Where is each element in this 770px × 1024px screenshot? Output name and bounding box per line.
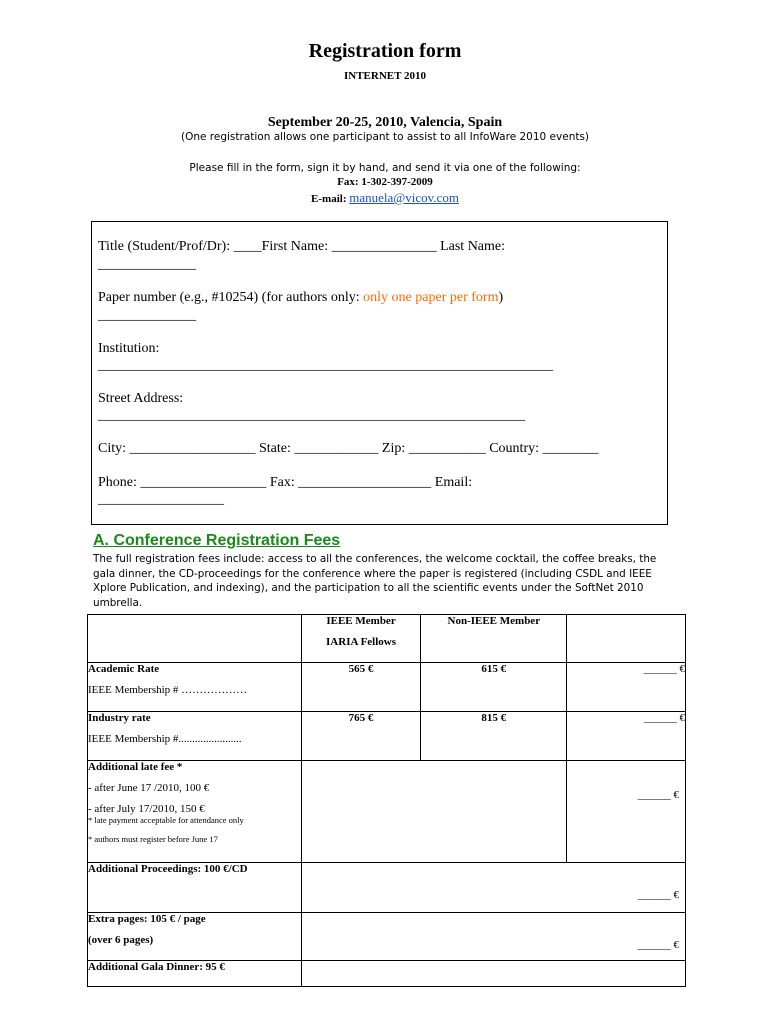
email-link[interactable]: manuela@vicov.com bbox=[349, 190, 459, 205]
late-fee-empty bbox=[301, 761, 567, 863]
phone-fax-email-field[interactable]: Phone: __________________ Fax: ___________________ Email: bbox=[98, 475, 473, 490]
industry-non-ieee-price: 815 € bbox=[421, 712, 567, 761]
industry-ieee-price: 765 € bbox=[301, 712, 421, 761]
last-name-field[interactable]: ______________ bbox=[98, 257, 196, 272]
table-row bbox=[88, 961, 686, 987]
header-total-cell bbox=[567, 615, 686, 663]
late-fee-june: - after June 17 /2010, 100 € bbox=[88, 782, 210, 794]
registration-note: (One registration allows one participant to assist to all InfoWare 2010 events) bbox=[180, 131, 590, 143]
col-non-ieee-member: Non-IEEE Member bbox=[421, 615, 567, 663]
email-label: E-mail: bbox=[311, 193, 347, 205]
table-row bbox=[88, 761, 686, 863]
section-a-heading: A. Conference Registration Fees bbox=[93, 532, 341, 549]
table-row bbox=[88, 663, 686, 712]
industry-rate-label: Industry rate bbox=[88, 712, 151, 724]
academic-non-ieee-price: 615 € bbox=[421, 663, 567, 712]
academic-rate-label: Academic Rate bbox=[88, 663, 160, 675]
table-header-row bbox=[88, 615, 686, 663]
header-empty-cell bbox=[88, 615, 302, 663]
extra-pages-note: (over 6 pages) bbox=[88, 934, 154, 946]
proceedings-label: Additional Proceedings: 100 €/CD bbox=[88, 863, 302, 913]
proceedings-total-field[interactable]: ______ € bbox=[301, 863, 685, 913]
gala-dinner-label: Additional Gala Dinner: 95 € bbox=[88, 961, 302, 987]
academic-ieee-price: 565 € bbox=[301, 663, 421, 712]
title-name-field[interactable]: Title (Student/Prof/Dr): ____First Name: _______________ Last Name: bbox=[98, 239, 506, 254]
one-paper-note: only one paper per form bbox=[363, 290, 499, 305]
late-fee-july: - after July 17/2010, 150 € bbox=[88, 803, 205, 815]
industry-membership-field[interactable]: IEEE Membership #....................... bbox=[88, 733, 242, 745]
extra-pages-total-field[interactable]: ______ € bbox=[301, 913, 685, 961]
extra-pages-label: Extra pages: 105 € / page bbox=[88, 913, 206, 925]
event-name: INTERNET 2010 bbox=[343, 70, 426, 82]
col-ieee-label: IEEE Member bbox=[326, 615, 396, 627]
institution-field[interactable]: _________________________________________________________________ bbox=[98, 358, 553, 373]
late-fee-label: Additional late fee * bbox=[88, 761, 183, 773]
city-state-zip-country-field[interactable]: City: __________________ State: ____________ Zip: ___________ Country: ________ bbox=[98, 441, 599, 456]
paper-number-close: ) bbox=[498, 290, 504, 305]
late-fee-total-field[interactable]: ______ € bbox=[567, 761, 686, 863]
email-blank[interactable]: __________________ bbox=[98, 492, 224, 507]
col-ieee-member bbox=[301, 615, 421, 663]
late-fee-note: * late payment acceptable for attendance only bbox=[88, 815, 244, 825]
industry-total-field[interactable]: ______ € bbox=[567, 712, 686, 761]
section-a-description: The full registration fees include: access to all the conferences, the welcome cocktail, the coffee breaks, the gala dinner, the CD-proceedings for the conference where the paper is registered (including CSDL and IEEE Xplore Publication, and indexing), and the participation to all the scientific events under the SoftNet 2010 umbrella. bbox=[93, 553, 657, 609]
fees-table bbox=[87, 614, 686, 987]
page-title: Registration form bbox=[308, 40, 462, 62]
table-row bbox=[88, 863, 686, 913]
academic-membership-field[interactable]: IEEE Membership # ……………… bbox=[88, 684, 248, 696]
academic-rate-cell bbox=[88, 663, 302, 712]
authors-deadline-note: * authors must register before June 17 bbox=[88, 834, 218, 844]
academic-total-field[interactable]: ______ € bbox=[567, 663, 686, 712]
email-line bbox=[0, 190, 770, 206]
paper-number-blank[interactable]: ______________ bbox=[98, 308, 196, 323]
extra-pages-cell bbox=[88, 913, 302, 961]
table-row bbox=[88, 913, 686, 961]
fax-number: Fax: 1-302-397-2009 bbox=[337, 176, 433, 188]
instructions: Please fill in the form, sign it by hand, and send it via one of the following: bbox=[189, 162, 581, 174]
industry-rate-cell bbox=[88, 712, 302, 761]
street-address-field[interactable]: _____________________________________________________________ bbox=[98, 408, 525, 423]
street-address-label: Street Address: bbox=[98, 391, 184, 406]
col-iaria-label: IARIA Fellows bbox=[326, 636, 397, 648]
paper-number-field[interactable] bbox=[98, 290, 503, 306]
late-fee-cell bbox=[88, 761, 302, 863]
institution-label: Institution: bbox=[98, 341, 160, 356]
paper-number-label: Paper number (e.g., #10254) (for authors only: bbox=[98, 290, 364, 305]
table-row bbox=[88, 712, 686, 761]
event-dates: September 20-25, 2010, Valencia, Spain bbox=[267, 115, 503, 130]
gala-dinner-total-field[interactable] bbox=[301, 961, 685, 987]
